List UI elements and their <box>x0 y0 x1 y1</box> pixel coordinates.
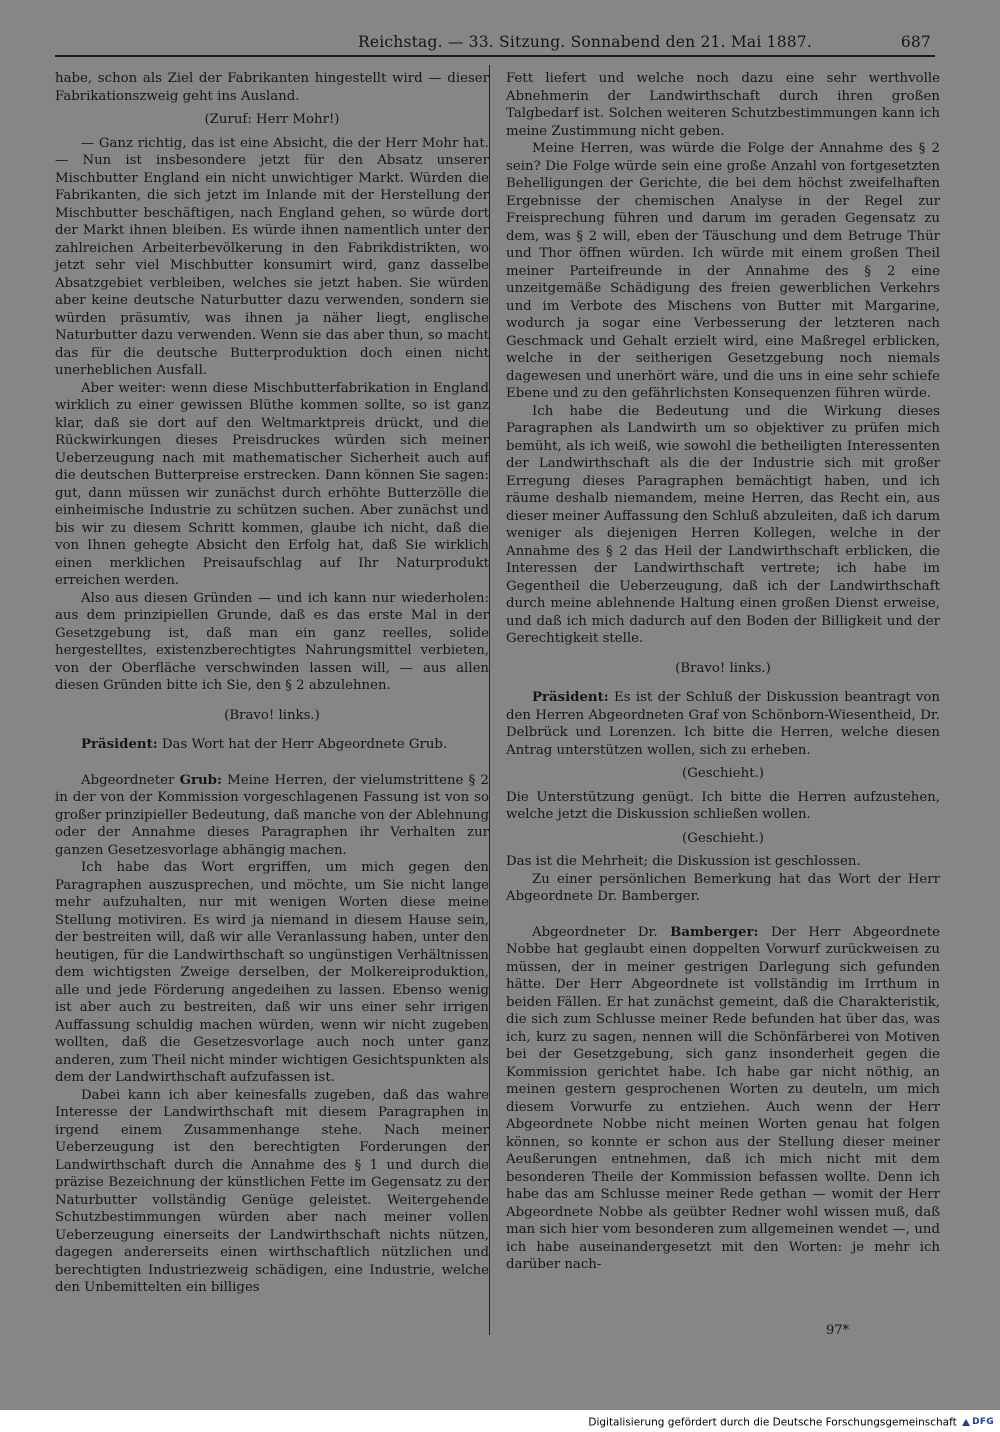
interjection: (Bravo! links.) <box>224 707 320 723</box>
paragraph: habe, schon als Ziel der Fabrikanten hingestellt wird — dieser Fabrikationszweig geht ins Ausland. <box>55 71 494 104</box>
header-rule <box>55 55 935 57</box>
speaker-paragraph <box>506 924 945 1274</box>
dfg-logo-text: DFG <box>972 1417 994 1427</box>
right-column <box>506 70 945 1274</box>
paragraph: Aber weiter: wenn diese Mischbutterfabrikation in England wirklich zu einer gewissen Blüthe kommen sollte, so ist ganz klar, daß sie dort auf den Weltmarktpreis drückt, und die Rückwirkungen dieses Preisdruckes würden sich meiner Ueberzeugung nach mit mathematischer Sicherheit auch auf die deutschen Butterpreise erstrecken. Dann können Sie sagen: gut, dann müssen wir zunächst durch erhöhte Butterzölle die einheimische Industrie zu schützen suchen. Aber zunächst und bis wir zu diesem Schritt kommen, glaube ich nicht, daß die von Ihnen gehegte Absicht den Erfolg hat, daß Sie wirklich einen merklichen Preisaufschlag auf Ihr Naturprodukt erreichen werden. <box>55 380 494 588</box>
paragraph: — Ganz richtig, das ist eine Absicht, die der Herr Mohr hat. — Nun ist insbesondere jetzt für den Absatz unserer Mischbutter England ein nicht unwichtiger Markt. Würden die Fabrikanten, die sich jetzt im Inlande mit der Herstellung der Mischbutter beschäftigen, nach England gehen, so würde dort der Markt ihnen bleiben. Es würde ihnen namentlich unter der zahlreichen Arbeiterbevölkerung in den Fabrikdistrikten, wo jetzt sehr viel Mischbutter konsumirt wird, ganz dasselbe Absatzgebiet verbleiben, welches sie jetzt haben. Sie würden aber keine deutsche Naturbutter dazu verwenden, sondern sie würden präsumtiv, was ihnen ja näher liegt, englische Naturbutter dazu verwenden. Wenn sie das aber thun, so macht das für die deutsche Butterproduktion doch einen nicht unerheblichen Ausfall. <box>55 135 494 378</box>
running-title: Reichstag. — 33. Sitzung. Sonnabend den 21. Mai 1887. <box>357 33 812 51</box>
speaker-paragraph <box>506 689 945 759</box>
paragraph: Die Unterstützung genügt. Ich bitte die Herren aufzustehen, welche jetzt die Diskussion schließen wollen. <box>506 789 945 822</box>
interjection: (Bravo! links.) <box>675 660 771 676</box>
signature-mark: 97* <box>826 1323 850 1338</box>
speaker-name: Grub: <box>179 772 222 788</box>
speech-text: Das Wort hat der Herr Abgeordnete Grub. <box>161 737 448 752</box>
paragraph: Dabei kann ich aber keinesfalls zugeben, daß das wahre Interesse der Landwirthschaft mit diesem Paragraphen in irgend einem Zusammenhange stehe. Nach meiner Ueberzeugung ist den berechtigten Forderungen der Landwirthschaft durch die Annahme des § 1 und durch die präzise Bezeichnung der künstlichen Fette im Gegensatz zu der Naturbutter vollständig Genüge geleistet. Weitergehende Schutzbestimmungen würden aber nach meiner vollen Ueberzeugung einerseits der Landwirthschaft nichts nützen, dagegen andererseits einen wirthschaftlich nützlichen und berechtigten Industriezweig schädigen, eine Industrie, welche den Unbemittelten ein billiges <box>55 1087 494 1295</box>
page-number: 687 <box>900 33 931 51</box>
digitization-credit <box>588 1414 994 1430</box>
page-header <box>55 30 935 54</box>
interjection: (Geschieht.) <box>682 766 764 781</box>
paragraph: Zu einer persönlichen Bemerkung hat das Wort der Herr Abgeordnete Dr. Bamberger. <box>506 871 945 904</box>
paragraph: Das ist die Mehrheit; die Diskussion ist geschlossen. <box>506 854 861 869</box>
left-column <box>55 70 494 1297</box>
speaker-name: Präsident: <box>532 690 609 705</box>
paragraph: Ich habe das Wort ergriffen, um mich gegen den Paragraphen auszusprechen, und möchte, um Sie nicht lange mehr aufzuhalten, nur mit wenigen Worten diese meine Stellung motiviren. Es wird ja niemand in diesem Hause sein, der bestreiten will, daß wir alle Veranlassung haben, unter den heutigen, für die Landwirthschaft so ungünstigen Verhältnissen dem wichtigsten Zweige derselben, der Molkereiproduktion, alle und jede Förderung angedeihen zu lassen. Ebenso wenig ist aber auch zu bestreiten, daß wir uns einer sehr irrigen Auffassung schuldig machen würden, wenn wir nicht zugeben wollten, daß die Gesetzesvorlage auch noch unter ganz anderen, zum Theil nicht minder wichtigen Gesichtspunkten als dem der Landwirthschaft aufzufassen ist. <box>55 860 494 1085</box>
interjection: (Geschieht.) <box>682 830 764 846</box>
paragraph: Ich habe die Bedeutung und die Wirkung dieses Paragraphen als Landwirth um so objektiver zu prüfen mich bemüht, als ich weiß, wie sowohl die betheiligten Interessenten der Landwirthschaft als die der Industrie sich mit großer Erregung dieses Paragraphen bemächtigt haben, und ich räume deshalb niemandem, meine Herren, das Recht ein, aus dieser meiner Auffassung den Schluß abzuleiten, daß ich darum weniger als diejenigen Herren Kollegen, welche in der Annahme des § 2 das Heil der Landwirthschaft erblicken, die Interessen der Landwirthschaft vertrete; ich habe im Gegentheil die Ueberzeugung, daß ich der Landwirthschaft durch meine ablehnende Haltung einen großen Dienst erweise, und daß ich mich dadurch auf den Boden der Billigkeit und der Gerechtigkeit stelle. <box>506 403 945 646</box>
speaker-name: Präsident: <box>81 737 158 752</box>
speaker-title: Abgeordneter <box>81 772 175 788</box>
dfg-logo <box>962 1414 994 1431</box>
speaker-name: Bamberger: <box>670 924 759 940</box>
credit-text: Digitalisierung gefördert durch die Deutsche Forschungsgemeinschaft <box>588 1416 957 1429</box>
paragraph: Also aus diesen Gründen — und ich kann nur wiederholen: aus dem prinzipiellen Grunde, daß es das erste Mal in der Gesetzgebung ist, daß man ein ganz reelles, solide hergestelltes, existenzberechtigtes Nahrungsmittel verbieten, von der Oberfläche verschwinden lassen will, — aus allen diesen Gründen bitte ich Sie, den § 2 abzulehnen. <box>55 590 494 693</box>
interjection: (Zuruf: Herr Mohr!) <box>204 112 340 127</box>
speaker-title: Abgeordneter Dr. <box>532 924 658 940</box>
speech-text: Es ist der Schluß der Diskussion beantragt von den Herren Abgeordneten Graf von Schönborn-Wiesentheid, Dr. Delbrück und Lorenzen. Ich bitte die Herren, welche diesen Antrag unterstützen wollen, sich zu erheben. <box>506 690 945 758</box>
speech-text: Der Herr Abgeordnete Nobbe hat geglaubt einen doppelten Vorwurf zurückweisen zu müssen, der in meiner gestrigen Darlegung sich gefunden hätte. Der Herr Abgeordnete ist vollständig im Irrthum in beiden Fällen. Er hat zunächst gemeint, daß die Charakteristik, die sich zum Schlusse meiner Rede befunden hat über das, was ich, kurz zu sagen, nennen will die Schönfärberei von Motiven bei der Gesetzgebung, sich ganz insonderheit gegen die Kommission gerichtet habe. Ich habe gar nicht nöthig, an meinen gestern gesprochenen Worten zu deuteln, um mich diesem Vorwurfe zu entziehen. Auch wenn der Herr Abgeordnete Nobbe nicht meinen Worten genau hat folgen können, so konnte er schon aus der Stellung dieser meiner Aeußerungen entnehmen, daß ich mich nicht mit dem besonderen Theile der Kommission befassen wollte. Denn ich habe das am Schlusse meiner Rede gethan — womit der Herr Abgeordnete Nobbe als geübter Redner wohl wissen muß, daß man sich hier vom besonderen zum allgemeinen wendet —, und ich habe auseinandergesetzt mit den Worten: je mehr ich darüber nach- <box>506 924 945 1272</box>
speech-text: Meine Herren, der vielumstrittene § 2 in der von der Kommission vorgeschlagenen Fassung ist von so großer prinzipieller Bedeutung, daß manche von der Ablehnung oder der Annahme dieses Paragraphen ihr Verhalten zur ganzen Gesetzesvorlage abhängig machen. <box>55 772 494 858</box>
paragraph: Fett liefert und welche noch dazu eine sehr werthvolle Abnehmerin der Landwirthschaft durch ihren großen Talgbedarf ist. Solchen weiteren Schutzbestimmungen kann ich meine Zustimmung nicht geben. <box>506 71 945 139</box>
paragraph: Meine Herren, was würde die Folge der Annahme des § 2 sein? Die Folge würde sein eine große Anzahl von fortgesetzten Behelligungen der Gerichte, die bei dem höchst zweifelhaften Ergebnisse der chemischen Analyse in der Regel zur Freisprechung führen und darum im geraden Gegensatz zu dem, was § 2 will, eben der Täuschung und dem Betruge Thür und Thor öffnen würden. Ich würde mit einem großen Theil meiner Parteifreunde in der Annahme des § 2 eine unzeitgemäße Schädigung des freien gewerblichen Verkehrs und im Verbote des Mischens von Butter mit Margarine, wodurch ja sogar eine Verbesserung der letzteren nach Geschmack und Gehalt erzielt wird, eine Maßregel erblicken, welche in der seitherigen Gesetzgebung noch niemals dagewesen und unerhört wäre, und die uns in eine sehr schiefe Ebene und zu den gefährlichsten Konsequenzen führen würde. <box>506 141 945 401</box>
speaker-paragraph <box>55 736 489 754</box>
dfg-logo-icon <box>962 1419 970 1426</box>
speaker-paragraph <box>55 772 494 860</box>
